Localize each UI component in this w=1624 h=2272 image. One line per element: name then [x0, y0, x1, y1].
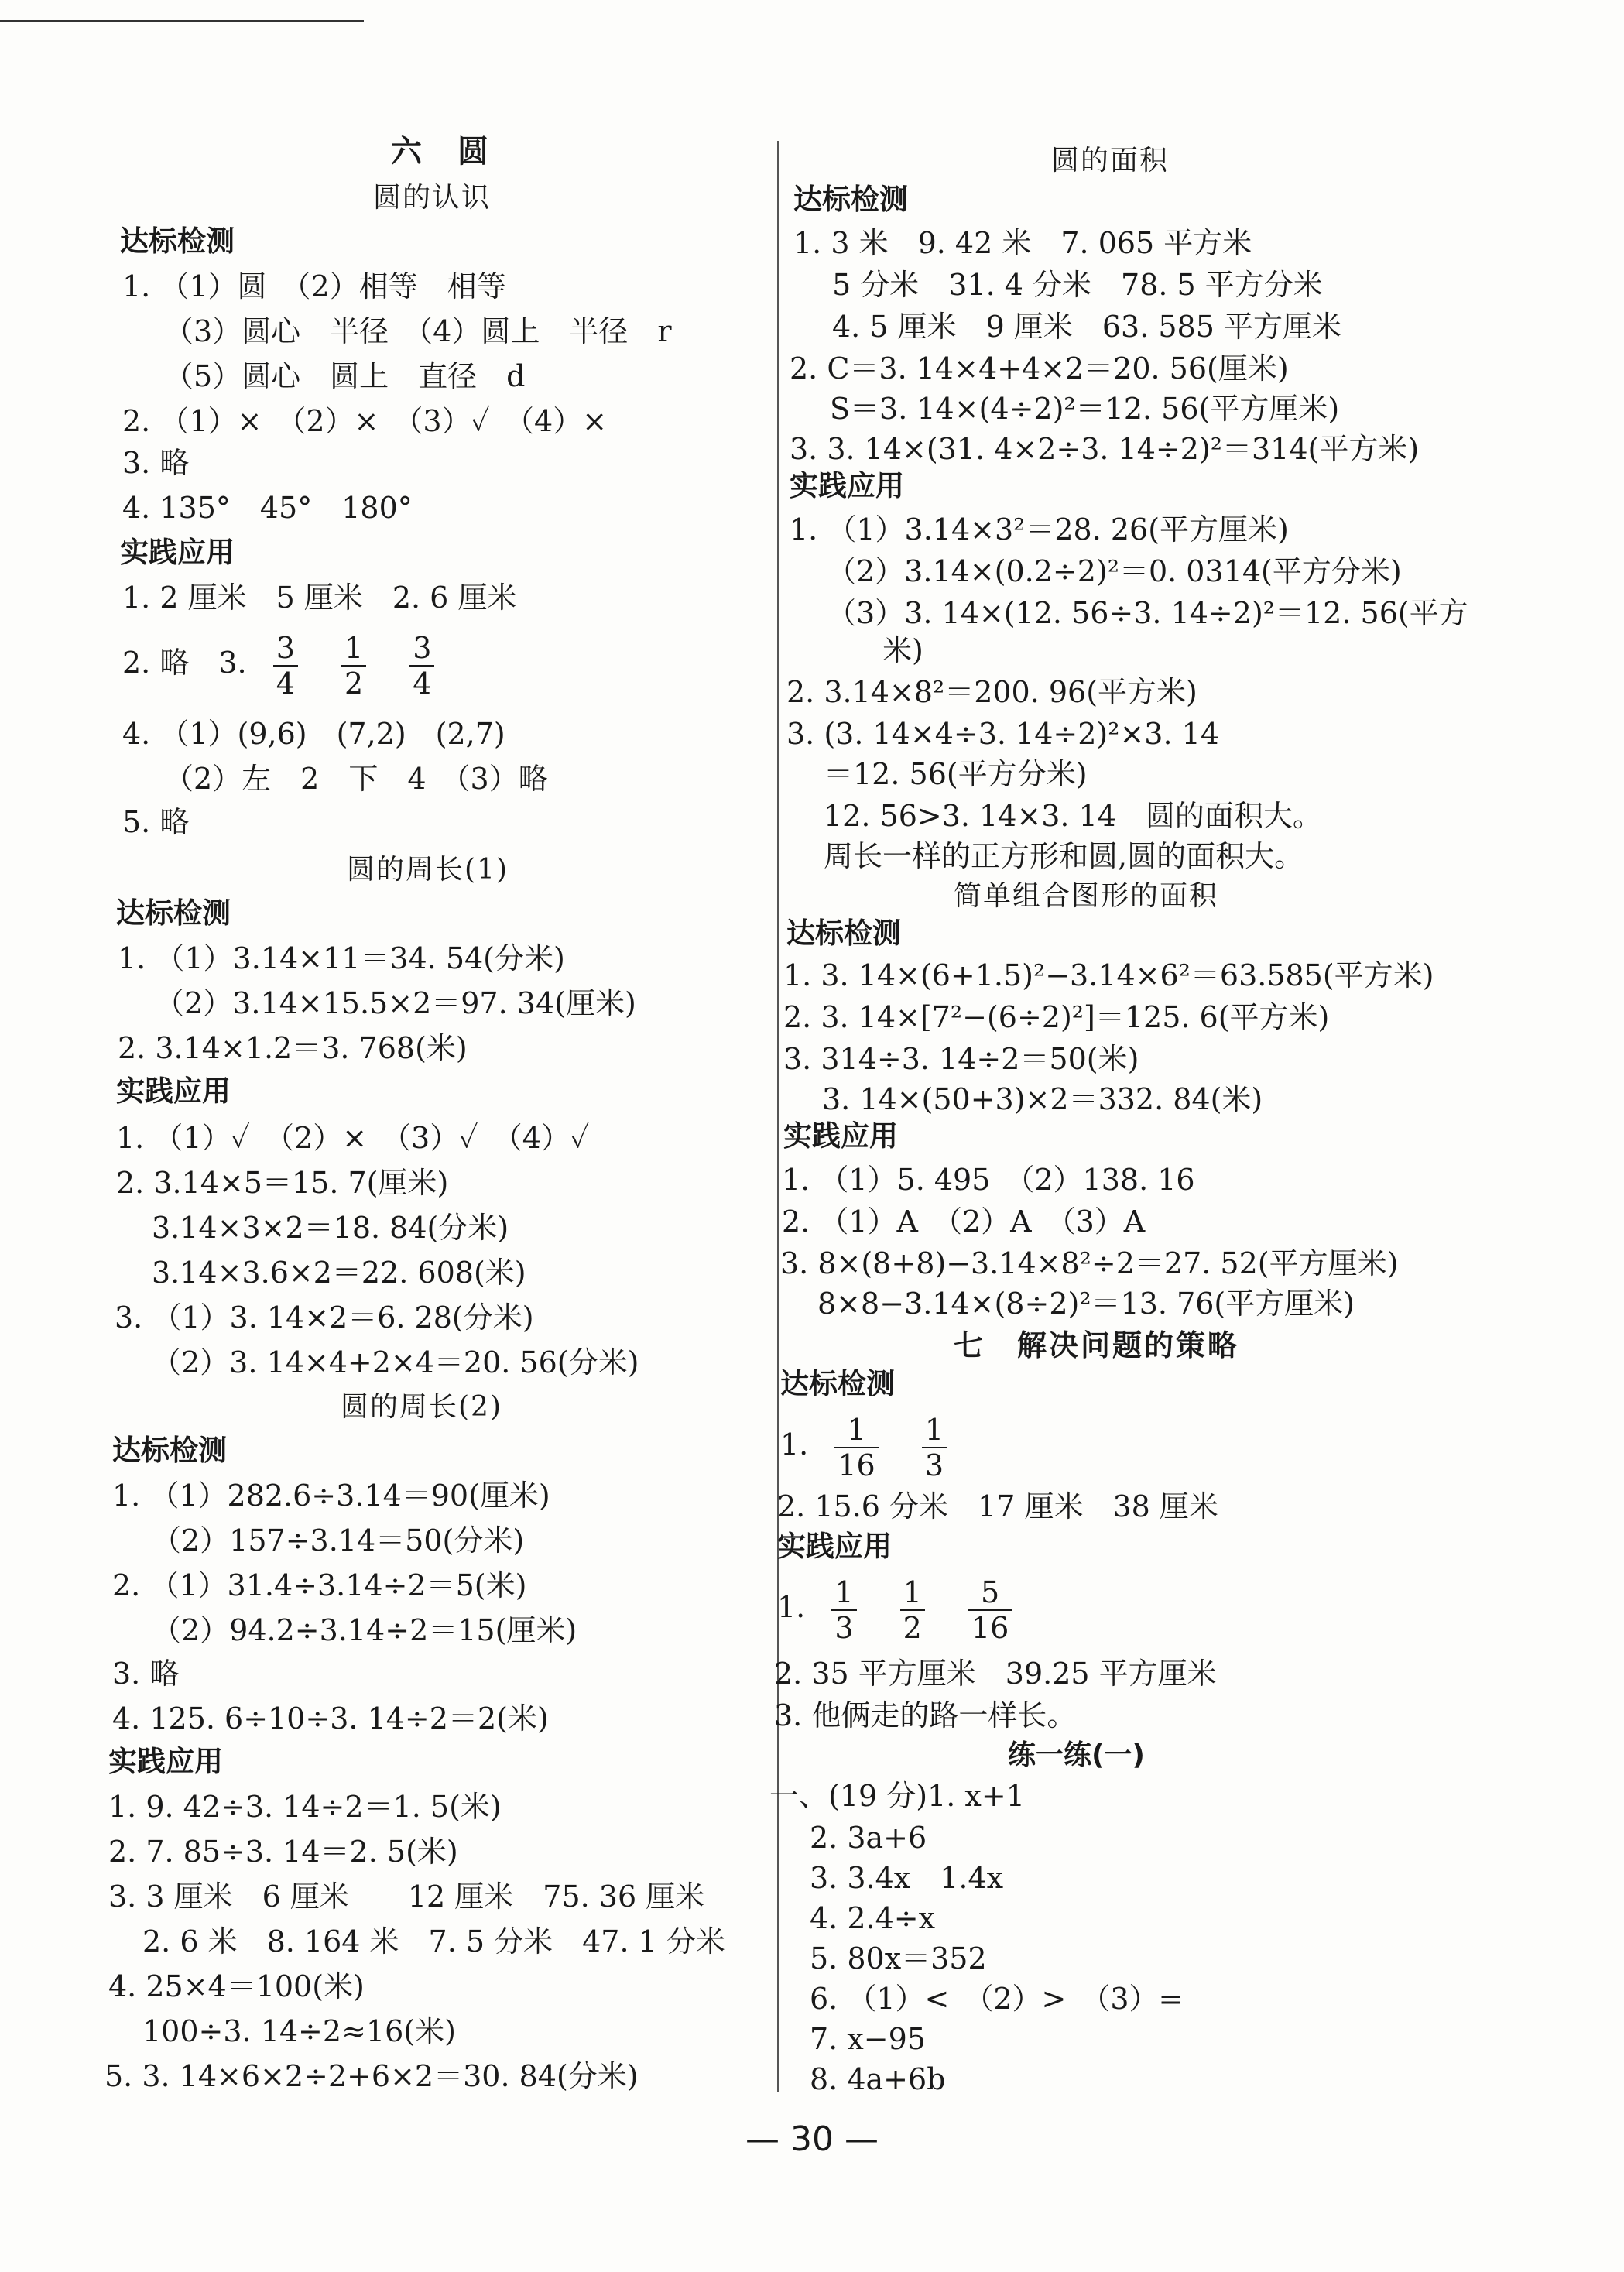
- answer-line: 2. 3.14×8²＝200. 96(平方米): [786, 675, 1197, 709]
- answer-line: （3）圆心 半径 （4）圆上 半径 r: [164, 314, 672, 348]
- answer-line: 4. （1）(9,6) (7,2) (2,7): [122, 717, 505, 751]
- answer-line: 2. 35 平方厘米 39.25 平方厘米: [774, 1657, 1217, 1691]
- answer-line: 米): [882, 633, 923, 667]
- answer-line: （2）3.14×15.5×2＝97. 34(厘米): [155, 986, 636, 1020]
- answer-line: ＝12. 56(平方分米): [824, 757, 1088, 791]
- answer-line: 3. 3 厘米 6 厘米 12 厘米 75. 36 厘米: [108, 1880, 705, 1914]
- answer-line: 1. （1）5. 495 （2）138. 16: [782, 1163, 1195, 1197]
- answer-line: 3. 3. 14×(31. 4×2÷3. 14÷2)²＝314(平方米): [790, 432, 1420, 466]
- answer-line: S＝3. 14×(4÷2)²＝12. 56(平方厘米): [830, 392, 1340, 426]
- answer-prefix: 2. 略 3.: [122, 646, 247, 680]
- answer-line: 2. （1）× （2）× （3）✓ （4）×: [122, 404, 608, 438]
- numerator: 3: [409, 631, 434, 667]
- section-heading: 实践应用: [116, 1074, 231, 1108]
- numerator: 5: [968, 1575, 1012, 1611]
- denominator: 3: [834, 1610, 854, 1645]
- fraction: [341, 631, 366, 701]
- answer-line: 2. （1）A （2）A （3）A: [782, 1205, 1146, 1239]
- section-heading: 实践应用: [108, 1745, 223, 1778]
- denominator: 16: [971, 1610, 1009, 1645]
- answer-line: 3. 他俩走的路一样长。: [774, 1698, 1077, 1732]
- numerator: 1: [831, 1575, 856, 1611]
- numerator: 1: [922, 1413, 947, 1448]
- denominator: 4: [413, 666, 432, 701]
- section-heading: 达标检测: [120, 224, 235, 258]
- answer-line: 4. 125. 6÷10÷3. 14÷2＝2(米): [112, 1701, 549, 1736]
- numerator: 1: [900, 1575, 925, 1611]
- answer-prefix: 1.: [780, 1427, 809, 1462]
- answer-line: （2）94.2÷3.14÷2＝15(厘米): [152, 1613, 577, 1647]
- section-heading: 实践应用: [777, 1530, 892, 1563]
- answer-line: 2. 7. 85÷3. 14＝2. 5(米): [108, 1835, 458, 1869]
- answer-line: 3. (3. 14×4÷3. 14÷2)²×3. 14: [786, 717, 1219, 751]
- page-number: — 30 —: [745, 2120, 879, 2159]
- answer-line: 5. 略: [122, 805, 190, 839]
- section-heading: 实践应用: [783, 1119, 898, 1153]
- answer-line: 1. 3 米 9. 42 米 7. 065 平方米: [793, 226, 1252, 260]
- answer-line: （2）3. 14×4+2×4＝20. 56(分米): [152, 1345, 639, 1379]
- fraction: [834, 1413, 878, 1482]
- answer-line: 4. 2.4÷x: [810, 1901, 936, 1935]
- fraction-line: [122, 624, 451, 701]
- fraction-line: [780, 1406, 964, 1483]
- answer-line: 周长一样的正方形和圆,圆的面积大。: [824, 839, 1304, 873]
- answer-line: 3.14×3×2＝18. 84(分米): [152, 1211, 509, 1245]
- answer-line: 1. 2 厘米 5 厘米 2. 6 厘米: [122, 581, 517, 615]
- section-heading: 达标检测: [780, 1367, 895, 1400]
- fraction: [831, 1575, 856, 1645]
- answer-line: 1. （1）3.14×3²＝28. 26(平方厘米): [790, 512, 1289, 547]
- section-heading: 实践应用: [790, 469, 904, 502]
- denominator: 4: [276, 666, 295, 701]
- section-title: 圆的面积: [1051, 145, 1170, 176]
- answer-line: 3. 14×(50+3)×2＝332. 84(米): [822, 1082, 1263, 1116]
- answer-line: 3. 略: [122, 446, 190, 480]
- numerator: 1: [341, 631, 366, 667]
- answer-line: 3. 3.4x 1.4x: [810, 1861, 1004, 1895]
- answer-line: 1. （1）✓ （2）× （3）✓ （4）✓: [116, 1121, 590, 1155]
- chapter-title: 六 圆: [391, 133, 491, 170]
- answer-line: 6. （1）< （2）> （3）=: [810, 1982, 1184, 2016]
- fraction: [273, 631, 298, 701]
- fraction: [900, 1575, 925, 1645]
- answer-line: 1. （1）282.6÷3.14＝90(厘米): [112, 1479, 550, 1513]
- answer-line: 一、(19 分)1. x+1: [769, 1779, 1025, 1813]
- answer-prefix: 1.: [777, 1590, 806, 1624]
- answer-line: 5. 80x＝352: [810, 1941, 987, 1976]
- section-heading: 达标检测: [112, 1434, 227, 1467]
- denominator: 16: [838, 1448, 875, 1482]
- answer-line: 7. x−95: [810, 2022, 926, 2056]
- answer-line: （2）左 2 下 4 （3）略: [164, 762, 548, 796]
- answer-line: 2. C＝3. 14×4+4×2＝20. 56(厘米): [790, 351, 1289, 386]
- chapter-title: 七 解决问题的策略: [954, 1328, 1240, 1362]
- numerator: 1: [834, 1413, 878, 1448]
- answer-line: 4. 25×4＝100(米): [108, 1969, 365, 2003]
- answer-line: 2. 3.14×5＝15. 7(厘米): [116, 1166, 449, 1200]
- answer-line: 8×8−3.14×(8÷2)²＝13. 76(平方厘米): [817, 1287, 1355, 1321]
- answer-line: （2）3.14×(0.2÷2)²＝0. 0314(平方分米): [827, 554, 1402, 588]
- section-heading: 达标检测: [116, 896, 231, 930]
- answer-line: 3. 8×(8+8)−3.14×8²÷2＝27. 52(平方厘米): [780, 1246, 1399, 1280]
- answer-line: 1. （1）3.14×11＝34. 54(分米): [118, 941, 565, 975]
- fraction: [409, 631, 434, 701]
- answer-line: 1. （1）圆 （2）相等 相等: [122, 269, 506, 303]
- answer-line: 5. 3. 14×6×2÷2+6×2＝30. 84(分米): [104, 2059, 639, 2093]
- fraction: [968, 1575, 1012, 1645]
- section-heading: 达标检测: [786, 917, 901, 950]
- numerator: 3: [273, 631, 298, 667]
- denominator: 3: [924, 1448, 944, 1482]
- section-title: 简单组合图形的面积: [954, 880, 1219, 912]
- answer-line: 100÷3. 14÷2≈16(米): [142, 2014, 456, 2048]
- answer-line: （2）157÷3.14＝50(分米): [152, 1523, 525, 1558]
- answer-line: 2. 15.6 分米 17 厘米 38 厘米: [777, 1489, 1218, 1523]
- answer-line: 4. 5 厘米 9 厘米 63. 585 平方厘米: [832, 310, 1341, 344]
- answer-line: 2. （1）31.4÷3.14÷2＝5(米): [112, 1568, 527, 1602]
- section-title: 圆的周长(2): [341, 1391, 502, 1423]
- answer-line: 2. 6 米 8. 164 米 7. 5 分米 47. 1 分米: [142, 1924, 725, 1958]
- answer-line: 8. 4a+6b: [810, 2062, 946, 2096]
- fraction-line: [777, 1568, 1029, 1646]
- answer-line: 2. 3a+6: [810, 1821, 927, 1855]
- answer-line: （3）3. 14×(12. 56÷3. 14÷2)²＝12. 56(平方: [827, 596, 1468, 630]
- section-title: 圆的周长(1): [347, 854, 509, 886]
- section-title: 圆的认识: [373, 182, 492, 214]
- section-title: 练一练(一): [1008, 1739, 1145, 1771]
- answer-line: 3. 略: [112, 1657, 180, 1691]
- answer-line: 2. 3. 14×[7²−(6÷2)²]＝125. 6(平方米): [783, 1000, 1330, 1034]
- answer-line: 3.14×3.6×2＝22. 608(米): [152, 1256, 526, 1290]
- denominator: 2: [344, 666, 364, 701]
- section-heading: 实践应用: [120, 536, 235, 569]
- answer-line: 5 分米 31. 4 分米 78. 5 平方分米: [832, 268, 1323, 302]
- answer-line: 1. 3. 14×(6+1.5)²−3.14×6²＝63.585(平方米): [783, 958, 1434, 992]
- answer-line: 3. （1）3. 14×2＝6. 28(分米): [115, 1300, 534, 1335]
- denominator: 2: [903, 1610, 922, 1645]
- answer-line: 3. 314÷3. 14÷2＝50(米): [783, 1042, 1139, 1076]
- answer-line: （5）圆心 圆上 直径 d: [164, 359, 526, 393]
- answer-line: 1. 9. 42÷3. 14÷2＝1. 5(米): [108, 1790, 502, 1824]
- section-heading: 达标检测: [793, 183, 908, 216]
- answer-line: 12. 56>3. 14×3. 14 圆的面积大。: [824, 799, 1322, 833]
- top-rule: [0, 20, 364, 22]
- answer-line: 2. 3.14×1.2＝3. 768(米): [118, 1031, 468, 1065]
- fraction: [922, 1413, 947, 1482]
- answer-line: 4. 135° 45° 180°: [122, 491, 413, 525]
